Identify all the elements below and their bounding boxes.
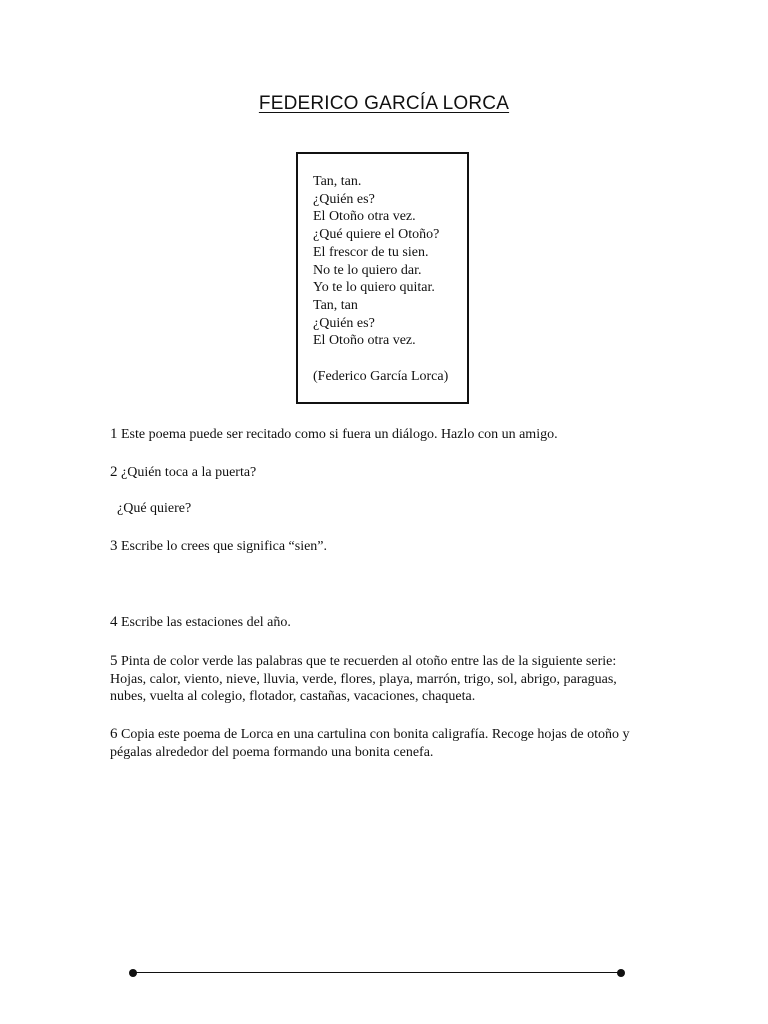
poem-line: No te lo quiero dar. — [313, 262, 422, 278]
poem-line: ¿Quién es? — [313, 191, 375, 207]
question-text: Escribe lo crees que significa “sien”. — [121, 539, 328, 554]
divider-dot-left — [129, 969, 137, 977]
poem-line: El Otoño otra vez. — [313, 333, 416, 349]
poem-line: ¿Quién es? — [313, 315, 375, 331]
question-text: Escribe las estaciones del año. — [121, 615, 291, 630]
question-number: 2 — [110, 464, 118, 480]
poem-line: Tan, tan — [313, 297, 358, 313]
question-number: 3 — [110, 538, 118, 554]
question-2b — [117, 500, 191, 518]
question-text: Este poema puede ser recitado como si fuera un diálogo. Hazlo con un amigo. — [121, 427, 558, 442]
divider-dot-right — [617, 969, 625, 977]
question-text: ¿Quién toca a la puerta? — [121, 465, 257, 480]
footer-divider — [132, 972, 622, 973]
page-title: FEDERICO GARCÍA LORCA — [258, 93, 510, 114]
page-title-wrap — [0, 93, 768, 115]
question-text: Pinta de color verde las palabras que te recuerden al otoño entre las de la siguiente serie: Hojas, calor, viento, nieve, lluvia, verde, flores, playa, marrón, trigo, sol, abrigo, paraguas, nubes, vuelta al colegio, flotador, castañas, vacaciones, chaqueta. — [110, 654, 617, 704]
question-1 — [110, 426, 558, 444]
poem-line: ¿Qué quiere el Otoño? — [313, 227, 440, 243]
question-4 — [110, 614, 291, 632]
question-5 — [110, 653, 650, 706]
poem-author: (Federico García Lorca) — [313, 369, 449, 384]
question-number: 1 — [110, 426, 118, 442]
question-text: ¿Qué quiere? — [117, 501, 192, 516]
question-number: 6 — [110, 726, 118, 742]
poem-line: El Otoño otra vez. — [313, 209, 416, 225]
poem-line: Tan, tan. — [313, 174, 362, 189]
question-3 — [110, 538, 327, 556]
poem-box — [296, 152, 469, 404]
poem-line: El frescor de tu sien. — [313, 244, 429, 260]
question-text: Copia este poema de Lorca en una cartulina con bonita caligrafía. Recoge hojas de otoño y pégalas alrededor del poema formando una bonita cenefa. — [110, 727, 630, 760]
poem-lines — [313, 173, 439, 350]
poem-line: Yo te lo quiero quitar. — [313, 280, 435, 296]
question-2 — [110, 464, 256, 482]
question-number: 4 — [110, 614, 118, 630]
question-6 — [110, 726, 650, 761]
question-number: 5 — [110, 653, 118, 669]
